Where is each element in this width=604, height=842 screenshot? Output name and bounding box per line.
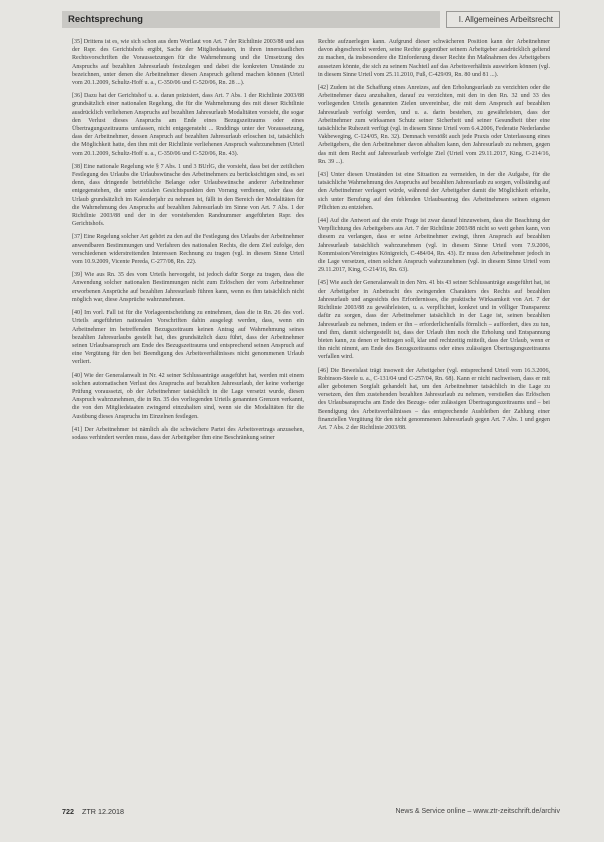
paragraph: [45] Wie auch der Generalanwalt in den Nrn. 41 bis 43 seiner Schlussanträge ausgeführt hat, ist der Arbeitgeber in Anbetracht des zwingenden Charakters des Rechts auf bezahlten Jahresurlaub und angesichts des Erfordernisses, die praktische Wirksamkeit von Art. 7 der Richtlinie 2003/88 zu gewährleisten, u. a. verpflichtet, konkret und in völliger Transparenz dafür zu sorgen, dass der Arbeitnehmer tatsächlich in der Lage ist, seinen bezahlten Jahresurlaub zu nehmen, indem er ihn – erforderlichenfalls förmlich – auffordert, dies zu tun, und ihm, damit sichergestellt ist, dass der Urlaub ihm noch die Erholung und Entspannung bieten kann, zu denen er beitragen soll, klar und rechtzeitig mitteilt, dass der Urlaub, wenn er ihn nicht nimmt, am Ende des Bezugszeitraums oder eines zulässigen Übertragungszeitraums verfallen wird. [318, 280, 550, 361]
paragraph: Rechte aufzuerlegen kann. Aufgrund dieser schwächeren Position kann der Arbeitnehmer davon abgeschreckt werden, seine Rechte gegenüber seinem Arbeitgeber ausdrücklich geltend zu machen, da insbesondere die Einforderung dieser Rechte ihn Maßnahmen des Arbeitgebers aussetzen könnte, die sich zu seinem Nachteil auf das Arbeitsverhältnis auswirken können (vgl. in diesem Sinne Urteil vom 25.11.2010, Fuß, C-429/09, Rn. 80 und 81 ...). [318, 39, 550, 78]
paragraph: [46] Die Beweislast trägt insoweit der Arbeitgeber (vgl. entsprechend Urteil vom 16.3.2006, Robinson-Steele u. a., C-131/04 und C-257/04, Rn. 68). Kann er nicht nachweisen, dass er mit aller gebotenen Sorgfalt gehandelt hat, um den Arbeitnehmer tatsächlich in die Lage zu versetzen, den ihm zustehenden bezahlten Jahresurlaub zu nehmen, verstießen das Erlöschen des Urlaubsanspruchs am Ende des Bezugs- oder zulässigen Übertragungszeitraums und – bei Beendigung des Arbeitsverhältnisses – das entsprechende Ausbleiben der Zahlung einer finanziellen Vergütung für den nicht genommenen Jahresurlaub gegen Art. 7 Abs. 1 und gegen Art. 7 Abs. 2 der Richtlinie 2003/88. [318, 367, 550, 431]
right-column [318, 38, 550, 437]
footer-service-link[interactable]: News & Service online – www.ztr-zeitschrift.de/archiv [395, 807, 560, 815]
journal-issue: ZTR 12.2018 [82, 806, 124, 816]
paragraph: [37] Eine Regelung solcher Art gehört zu den auf die Festlegung des Urlaubs der Arbeitnehmer anwendbaren Bestimmungen und Verfahren des nationalen Rechts, die dem Ziel zufolge, den verschiedenen widerstreitenden Interessen Rechnung zu tragen (vgl. in diesem Sinne Urteil vom 10.9.2009, Vicente Pereda, C-277/08, Rn. 22). [72, 234, 304, 266]
section-label: Rechtsprechung [62, 11, 440, 28]
paragraph: [44] Auf die Antwort auf die erste Frage ist zwar darauf hinzuweisen, dass die Beachtung der Verpflichtung des Arbeitgebers aus Art. 7 der Richtlinie 2003/88 nicht so weit gehen kann, von diesem zu verlangen, dass er seine Arbeitnehmer zwingt, ihren Anspruch auf bezahlten Jahresurlaub tatsächlich wahrzunehmen (vgl. in diesem Sinne Urteil vom 7.9.2006, Kommission/Vereinigtes Königreich, C-484/04, Rn. 43). Er muss den Arbeitnehmer jedoch in die Lage versetzen, einen solchen Anspruch wahrzunehmen (vgl. in diesem Sinne Urteil vom 29.11.2017, King, C-214/16, Rn. 63). [318, 218, 550, 274]
paragraph: [40] Im vorl. Fall ist für die Vorlageentscheidung zu entnehmen, dass die in Rn. 26 des vorl. Urteils angeführten nationalen Vorschriften dahin ausgelegt werden, dass, wenn ein Arbeitnehmer im betreffenden Bezugszeitraum keinen Antrag auf Wahrnehmung seines bezahlten Jahresurlaubs gestellt hat, dies grundsätzlich dazu führt, dass der Arbeitnehmer seinen Urlaubsanspruch am Ende des Bezugszeitraums und entsprechend seinen Anspruch auf eine Vergütung für den bei Beendigung des Arbeitsverhältnisses nicht genommenen Urlaub verliert. [72, 310, 304, 366]
paragraph: [43] Unter diesen Umständen ist eine Situation zu vermeiden, in der die Aufgabe, für die tatsächliche Wahrnehmung des Anspruchs auf bezahlten Jahresurlaub zu sorgen, vollständig auf den Arbeitnehmer verlagert würde, während der Arbeitgeber damit die Möglichkeit erhielte, sich unter Berufung auf den fehlenden Urlaubsantrag des Arbeitnehmers seinen eigenen Pflichten zu entziehen. [318, 172, 550, 211]
page-footer [62, 805, 560, 817]
footer-left [62, 807, 124, 816]
topic-label: I. Allgemeines Arbeitsrecht [446, 11, 560, 28]
paragraph: [39] Wie aus Rn. 35 des vom Urteils hervorgeht, ist jedoch dafür Sorge zu tragen, dass die Anwendung solcher nationalen Bestimmungen nicht zum Erlöschen der vom Arbeitnehmer erworbenen Ansprüche auf bezahlten Jahresurlaub führen kann, wenn es ihm tatsächlich nicht möglich war, diese Ansprüche wahrzunehmen. [72, 272, 304, 303]
paragraph: [36] Dazu hat der Gerichtshof u. a. daran präzisiert, dass Art. 7 Abs. 1 der Richtlinie 2003/88 grundsätzlich einer nationalen Regelung, die für die Wahrnehmung des mit dieser Richtlinie ausdrücklich verliehenen Anspruchs auf bezahlten Jahresurlaub Modalitäten vorsieht, die sogar den Verlust dieses Anspruchs am Ende eines Bezugszeitraums oder eines Übertragungszeitraums umfassen, nicht entgegensteht ... Rnddings unter der Voraussetzung, dass der Arbeitnehmer, dessen Anspruch auf bezahlten Jahresurlaub erloschen ist, tatsächlich die Möglichkeit hatte, den ihm mit der Richtlinie verliehenen Anspruch wahrzunehmen (Urteil vom 20.1.2009, Schultz-Hoff u. a., C-350/06 und C-520/06, Rn. 43). [72, 93, 304, 157]
paragraph: [41] Der Arbeitnehmer ist nämlich als die schwächere Partei des Arbeitsvertrags anzusehen, sodass verhindert werden muss, dass der Arbeitgeber ihm eine Beschränkung seiner [72, 426, 304, 441]
paragraph: [38] Eine nationale Regelung wie § 7 Abs. 1 und 3 BUrlG, die vorsieht, dass bei der zeitlichen Festlegung des Urlaubs die Urlaubswünsche des Arbeitnehmers zu berücksichtigen sind, es sei denn, dass dringende betriebliche Belange oder Urlaubswünsche anderer Arbeitnehmer entgegenstehen, die unter sozialen Gesichtspunkten den Vorrang verdienen, oder dass der Urlaub grundsätzlich im Kalenderjahr zu nehmen ist, fällt in den Bereich der Modalitäten für die Wahrnehmung des Anspruchs auf bezahlten Jahresurlaub im Sinne von Art. 7 Abs. 1 der Richtlinie 2003/88 und der in der vorstehenden Randnummer angeführten Rspr. des Gerichtshofs. [72, 163, 304, 228]
page-number: 722 [62, 806, 74, 816]
page-header [62, 10, 560, 29]
paragraph: [35] Drittens ist es, wie sich schon aus dem Wortlaut von Art. 7 der Richtlinie 2003/88 und aus der Rspr. des Gerichtshofs ergibt, Sache der Mitgliedstaaten, in ihren innerstaatlichen Rechtsvorschriften die Voraussetzungen für die Wahrnehmung und die Umsetzung des Anspruchs auf bezahlten Jahresurlaub festzulegen und dabei die konkreten Umstände zu bezeichnen, unter denen die Arbeitnehmer diesen Anspruch geltend machen können (Urteil vom 20.1.2009, Schultz-Hoff u. a., C-350/06 und C-520/06, Rn. 28 ...). [72, 39, 304, 87]
paragraph: [42] Zudem ist die Schaffung eines Anreizes, auf den Erholungsurlaub zu verzichten oder die Arbeitnehmer dazu anzuhalten, darauf zu verzichten, mit den in den Rn. 32 und 33 des vorliegenden Urteils genannten Zielen unvereinbar, die mit dem Anspruch auf bezahlten Jahresurlaub verfolgt werden, und u. a. darin bestehen, zu gewährleisten, dass der Arbeitnehmer zum wirksamen Schutz seiner Sicherheit und seiner Gesundheit über eine tatsächliche Ruhezeit verfügt (vgl. in diesem Sinne Urteil vom 6.4.2006, Federatie Nederlandse Vakbeweging, C-124/05, Rn. 32). Demnach verstößt auch jede Praxis oder Unterlassung eines Arbeitgebers, die den Arbeitnehmer davon abhalten kann, den Jahresurlaub zu nehmen, gegen das mit dem Recht auf Jahresurlaub verfolgte Ziel (Urteil vom 29.11.2017, King, C-214/16, Rn. 39 ...). [318, 85, 550, 165]
left-column [72, 38, 304, 447]
paragraph: [40] Wie der Generalanwalt in Nr. 42 seiner Schlussanträge ausgeführt hat, werden mit einem solchen automatischen Verlust des Anspruchs auf bezahlten Jahresurlaub, der keine vorherige Prüfung voraussetzt, ob der Arbeitnehmer tatsächlich in die Lage versetzt wurde, diesen Anspruch wahrzunehmen, die in Rn. 35 des vorliegenden Urteils genannten Grenzen verkannt, die von den Mitgliedstaaten zwingend einzuhalten sind, wenn sie die Modalitäten für die Ausübung dieses Anspruchs im Einzelnen festlegen. [72, 372, 304, 420]
